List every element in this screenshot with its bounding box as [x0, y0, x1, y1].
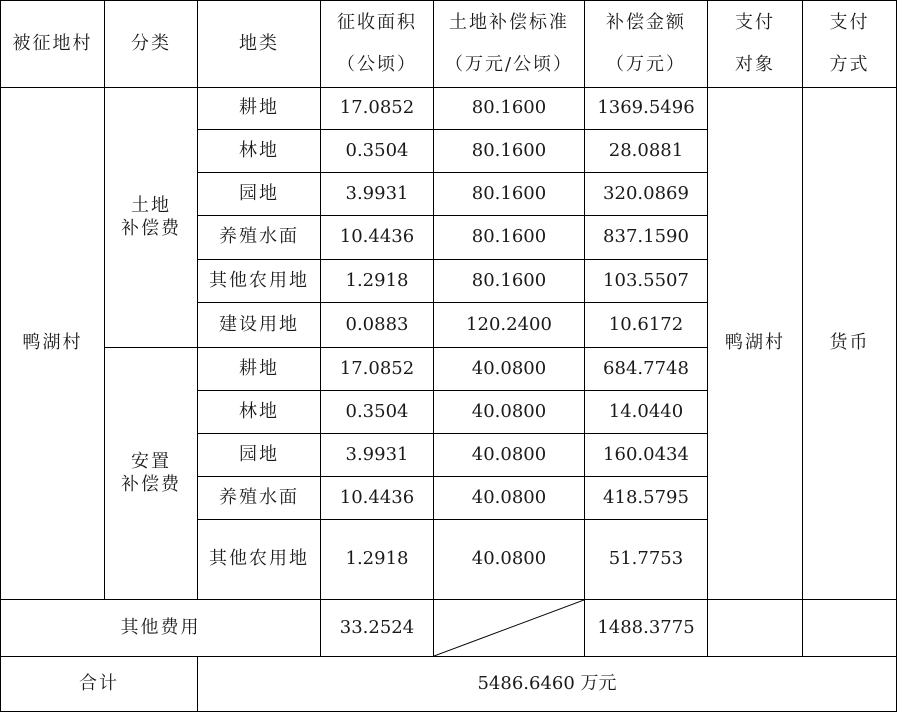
header-payee-line1: 支付	[735, 12, 775, 33]
village-cell: 鸭湖村	[1, 88, 105, 600]
header-method-line2: 方式	[829, 54, 870, 75]
header-area-title: 征收面积	[337, 12, 417, 33]
land-type-cell: 养殖水面	[198, 216, 321, 260]
area-cell: 17.0852	[321, 348, 434, 391]
land-type-cell: 园地	[198, 173, 321, 216]
land-type-cell: 其他农用地	[198, 260, 321, 303]
area-cell: 10.4436	[321, 477, 434, 520]
category-land-compensation	[105, 88, 198, 348]
header-amount	[585, 1, 708, 88]
other-fees-label: 其他费用	[1, 600, 321, 657]
header-standard-title: 土地补偿标准	[449, 12, 569, 33]
header-method	[803, 1, 897, 88]
amount-cell: 837.1590	[585, 216, 708, 260]
total-row	[1, 657, 897, 712]
header-land-type: 地类	[198, 1, 321, 88]
category-line1: 土地	[131, 195, 171, 216]
other-fees-area: 33.2524	[321, 600, 434, 657]
land-type-cell: 养殖水面	[198, 477, 321, 520]
standard-cell: 40.0800	[434, 391, 585, 434]
land-type-cell: 建设用地	[198, 303, 321, 348]
standard-cell: 80.1600	[434, 130, 585, 173]
header-area-unit: （公顷）	[337, 54, 417, 75]
standard-cell: 80.1600	[434, 260, 585, 303]
amount-cell: 10.6172	[585, 303, 708, 348]
area-cell: 0.3504	[321, 391, 434, 434]
land-type-cell: 耕地	[198, 88, 321, 130]
amount-cell: 51.7753	[585, 520, 708, 600]
amount-cell: 28.0881	[585, 130, 708, 173]
payee-cell: 鸭湖村	[708, 88, 803, 600]
header-payee	[708, 1, 803, 88]
method-cell: 货币	[803, 88, 897, 600]
amount-cell: 14.0440	[585, 391, 708, 434]
standard-cell: 40.0800	[434, 434, 585, 477]
header-amount-title: 补偿金额	[606, 12, 686, 33]
amount-cell: 1369.5496	[585, 88, 708, 130]
header-payee-line2: 对象	[735, 54, 775, 75]
land-type-cell: 林地	[198, 391, 321, 434]
land-type-cell: 园地	[198, 434, 321, 477]
land-type-cell: 林地	[198, 130, 321, 173]
header-category: 分类	[105, 1, 198, 88]
standard-cell: 80.1600	[434, 173, 585, 216]
amount-cell: 103.5507	[585, 260, 708, 303]
standard-cell: 80.1600	[434, 216, 585, 260]
category-line1: 安置	[131, 451, 171, 472]
header-area	[321, 1, 434, 88]
category-resettlement-compensation	[105, 348, 198, 600]
category-line2: 补偿费	[121, 473, 181, 495]
area-cell: 0.0883	[321, 303, 434, 348]
amount-cell: 684.7748	[585, 348, 708, 391]
header-standard	[434, 1, 585, 88]
land-type-cell: 耕地	[198, 348, 321, 391]
total-label: 合计	[1, 657, 198, 712]
diagonal-empty-cell	[434, 600, 585, 657]
other-fees-amount: 1488.3775	[585, 600, 708, 657]
header-village: 被征地村	[1, 1, 105, 88]
amount-cell: 160.0434	[585, 434, 708, 477]
area-cell: 1.2918	[321, 520, 434, 600]
other-fees-method	[803, 600, 897, 657]
total-value: 5486.6460 万元	[198, 657, 897, 712]
standard-cell: 40.0800	[434, 348, 585, 391]
header-row	[1, 1, 897, 88]
standard-cell: 40.0800	[434, 477, 585, 520]
diagonal-line	[434, 600, 584, 656]
other-fees-row	[1, 600, 897, 657]
amount-cell: 418.5795	[585, 477, 708, 520]
standard-cell: 120.2400	[434, 303, 585, 348]
standard-cell: 40.0800	[434, 520, 585, 600]
header-method-line1: 支付	[829, 12, 870, 33]
header-standard-unit: （万元/公顷）	[444, 54, 574, 75]
standard-cell: 80.1600	[434, 88, 585, 130]
table-row	[1, 88, 897, 130]
header-amount-unit: （万元）	[606, 54, 686, 75]
area-cell: 3.9931	[321, 434, 434, 477]
amount-cell: 320.0869	[585, 173, 708, 216]
area-cell: 10.4436	[321, 216, 434, 260]
area-cell: 3.9931	[321, 173, 434, 216]
area-cell: 17.0852	[321, 88, 434, 130]
area-cell: 0.3504	[321, 130, 434, 173]
land-type-cell: 其他农用地	[198, 520, 321, 600]
other-fees-payee	[708, 600, 803, 657]
category-line2: 补偿费	[121, 217, 181, 239]
area-cell: 1.2918	[321, 260, 434, 303]
